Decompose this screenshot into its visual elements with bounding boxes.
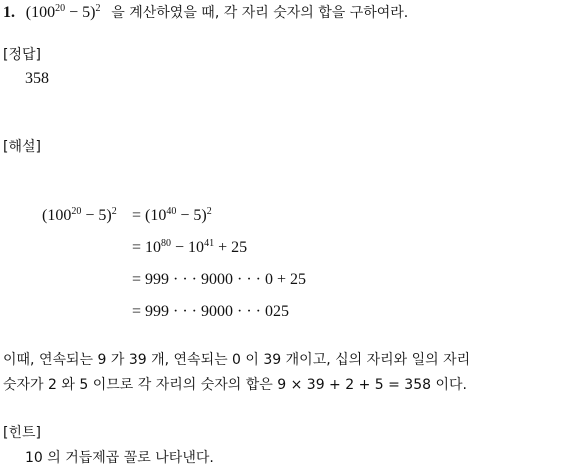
equation-line-4: = 999 · · · 9000 · · · 025 <box>132 303 289 320</box>
explanation-paragraph-1: 이때, 연속되는 9 가 39 개, 연속되는 0 이 39 개이고, 십의 자리와 일의 자리 <box>3 352 471 368</box>
line1-b: − 5) <box>176 207 207 224</box>
equation-line-2 <box>132 239 247 257</box>
equation-line-3: = 999 · · · 9000 · · · 0 + 25 <box>132 271 307 288</box>
problem-text: 을 계산하였을 때, 각 자리 숫자의 합을 구하여라. <box>111 5 409 21</box>
explanation-label: [해설] <box>3 139 41 155</box>
line2-b: − 10 <box>171 239 205 256</box>
problem-statement <box>3 2 408 22</box>
lhs-mid: − 5) <box>81 207 112 224</box>
expr-square: 2 <box>95 3 101 14</box>
explanation-paragraph-2: 숫자가 2 와 5 이므로 각 자리의 숫자의 합은 9 × 39 + 2 + 5 = 358 이다. <box>3 377 467 393</box>
lhs-square: 2 <box>111 206 117 217</box>
line1-a: = (10 <box>132 207 167 224</box>
answer-value: 358 <box>25 70 49 87</box>
lhs-exponent: 20 <box>71 206 82 217</box>
equation-lhs <box>42 207 117 225</box>
line1-exp: 40 <box>166 206 177 217</box>
line2-c: + 25 <box>214 239 248 256</box>
expr-exponent: 20 <box>55 3 66 14</box>
problem-number: 1. <box>3 4 15 21</box>
line2-a: = 10 <box>132 239 162 256</box>
problem-expression <box>26 4 101 21</box>
answer-label: [정답] <box>3 47 41 63</box>
expr-base: (100 <box>25 4 56 21</box>
hint-text: 10 의 거듭제곱 꼴로 나타낸다. <box>25 450 214 466</box>
lhs-base: (100 <box>42 207 72 224</box>
line2-exp2: 41 <box>204 238 215 249</box>
hint-label: [힌트] <box>3 425 41 441</box>
equation-line-1 <box>132 207 212 225</box>
expr-mid: − 5) <box>65 4 96 21</box>
line1-square: 2 <box>206 206 212 217</box>
line2-exp1: 80 <box>161 238 172 249</box>
